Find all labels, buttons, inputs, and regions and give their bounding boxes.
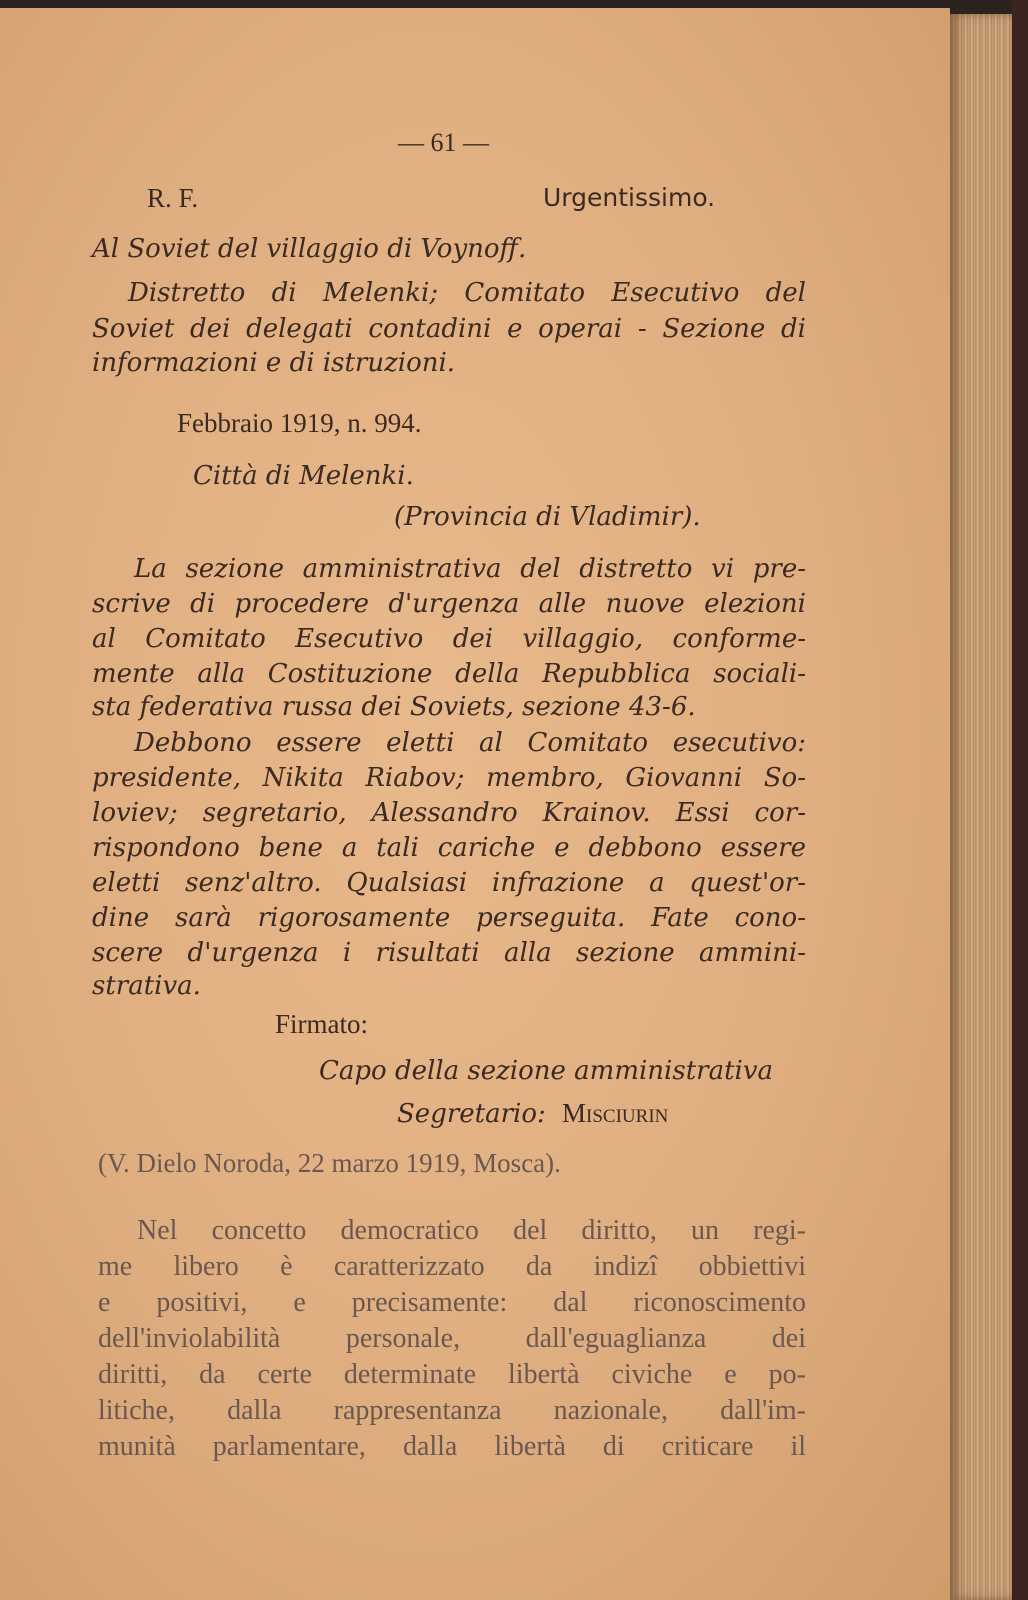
signature-2-name: Misciurin [562, 1098, 669, 1128]
closing-line: Nel concetto democratico del diritto, un regi- [137, 1215, 806, 1246]
body-line: La sezione amministrativa del distretto vi pre- [134, 554, 806, 584]
signature-2 [397, 1100, 668, 1127]
signed-label: Firmato: [275, 1009, 368, 1039]
body-line: mente alla Costituzione della Repubblica sociali- [92, 659, 806, 689]
closing-line: e positivi, e precisamente: dal riconoscimento [98, 1287, 806, 1318]
page-stack-edge [950, 14, 1012, 1600]
closing-line: dell'inviolabilità personale, dall'eguaglianza dei [98, 1323, 806, 1354]
body-line: Debbono essere eletti al Comitato esecutivo: [134, 728, 806, 758]
closing-line: litiche, dalla rappresentanza nazionale, dall'im- [98, 1395, 806, 1426]
closing-line: diritti, da certe determinate libertà civiche e po- [98, 1359, 806, 1390]
city-line: Città di Melenki. [193, 461, 414, 491]
body-line: presidente, Nikita Riabov; membro, Giovanni So- [92, 763, 806, 793]
body-line: dine sarà rigorosamente perseguita. Fate cono- [92, 903, 806, 933]
signature-1: Capo della sezione amministrativa [319, 1056, 774, 1086]
body-line: scrive di procedere d'urgenza alle nuove elezioni [92, 589, 806, 619]
page-number: — 61 — [398, 128, 489, 157]
body-line: strativa. [92, 971, 201, 1001]
district-line-2: Soviet dei delegati contadini e operai - Sezione di [92, 314, 806, 344]
closing-line: me libero è caratterizzato da indizî obbiettivi [98, 1251, 806, 1282]
signature-2-label: Segretario: [397, 1099, 546, 1129]
district-line-1: Distretto di Melenki; Comitato Esecutivo del [128, 278, 806, 308]
body-line: rispondono bene a tali cariche e debbono essere [92, 833, 806, 863]
source-line: (V. Dielo Noroda, 22 marzo 1919, Mosca). [98, 1148, 561, 1178]
province-line: (Provincia di Vladimir). [394, 502, 701, 532]
header-left: R. F. [147, 183, 199, 213]
date-line: Febbraio 1919, n. 994. [177, 408, 422, 438]
body-line: loviev; segretario, Alessandro Krainov. Essi cor- [92, 798, 806, 828]
book-cover-edge [1012, 0, 1028, 1600]
body-line: sta federativa russa dei Soviets, sezione 43-6. [92, 692, 696, 722]
body-line: eletti senz'altro. Qualsiasi infrazione a quest'or- [92, 868, 806, 898]
body-line: al Comitato Esecutivo dei villaggio, conforme- [92, 624, 806, 654]
header-right: Urgentissimo. [543, 183, 716, 212]
closing-line: munità parlamentare, dalla libertà di criticare il [98, 1431, 806, 1462]
addressee: Al Soviet del villaggio di Voynoff. [92, 234, 527, 264]
book-page [0, 8, 950, 1600]
district-line-3: informazioni e di istruzioni. [92, 348, 456, 378]
body-line: scere d'urgenza i risultati alla sezione ammini- [92, 938, 806, 968]
